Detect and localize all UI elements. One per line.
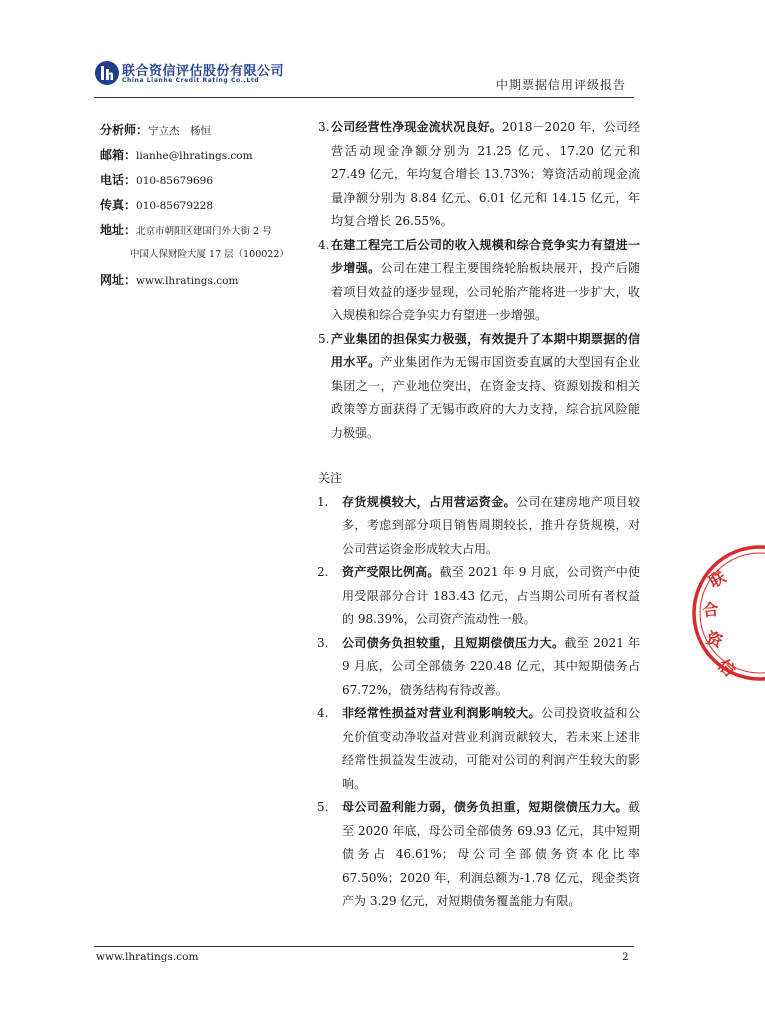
- strength-item-3: [318, 116, 640, 234]
- website-row: [100, 272, 305, 297]
- strength-title: 在建工程完工后公司的收入规模和综合竞争实力有望进一步增强。: [331, 237, 640, 275]
- contact-info: [100, 122, 305, 297]
- company-logo-icon: [94, 60, 120, 86]
- concern-item-4: [318, 702, 640, 796]
- concern-item-3: [318, 632, 640, 703]
- concern-body: 截至 2021 年 9 月底，公司资产中使用受限部分合计 183.43 亿元，占当期公司所有者权益的 98.39%，公司资产流动性一般。: [342, 565, 640, 626]
- concern-title: 资产受限比例高。: [342, 565, 440, 579]
- footer-divider: [94, 946, 634, 947]
- footer-website: www.lhratings.com: [96, 951, 199, 963]
- page-header: [94, 58, 634, 96]
- concerns-heading: 关注: [318, 471, 343, 485]
- strength-number: 5.: [318, 331, 330, 346]
- concern-number: 3.: [317, 635, 329, 650]
- concern-number: 5.: [317, 800, 329, 814]
- analyst-row: [100, 122, 305, 147]
- analyst-label: 分析师：: [100, 123, 149, 137]
- analyst-value: 宁立杰 杨恒: [148, 125, 212, 137]
- concern-title: 母公司盈利能力弱，债务负担重，短期偿债压力大。: [342, 800, 628, 814]
- fax-row: [100, 197, 305, 222]
- fax-value: 010-85679228: [136, 200, 214, 212]
- section-gap: [318, 445, 640, 467]
- strength-body: 2018－2020 年，公司经营活动现金净额分别为 21.25 亿元、17.20 亿元和 27.49 亿元，年均复合增长 13.73%；筹资活动前现金流量净额分别为 8.84 亿元、6.01 亿元和 14.15 亿元，年均复合增长 26.55%。: [331, 120, 640, 228]
- phone-value: 010-85679696: [136, 175, 214, 187]
- company-seal-stamp: [685, 538, 765, 688]
- website-label: 网址：: [100, 273, 137, 287]
- header-divider: [94, 97, 634, 98]
- strength-body: 公司在建工程主要围绕轮胎板块展开，投产后随着项目效益的逐步显现，公司轮胎产能将进一步扩大，收入规模和综合竞争实力有望进一步增强。: [331, 261, 640, 322]
- concern-item-1: [318, 491, 640, 562]
- concern-item-2: [318, 561, 640, 632]
- concern-title: 存货规模较大，占用营运资金。: [342, 494, 517, 509]
- concern-body: 公司在建房地产项目较多，考虑到部分项目销售周期较长，推升存货规模，对公司营运资金形成较大占用。: [342, 494, 640, 556]
- concern-number: 1.: [317, 494, 329, 509]
- svg-text:信: 信: [714, 655, 739, 681]
- strength-title: 公司经营性净现金流状况良好。: [331, 120, 503, 134]
- concern-number: 4.: [317, 706, 329, 720]
- email-label: 邮箱：: [100, 148, 137, 162]
- address-label: 地址：: [100, 223, 137, 237]
- strength-title: 产业集团的担保实力极强，有效提升了本期中期票据的信用水平。: [331, 331, 640, 369]
- address-line1: 北京市朝阳区建国门外大街 2 号: [136, 226, 272, 237]
- page-number: 2: [622, 951, 629, 963]
- strength-item-5: [318, 328, 640, 446]
- concern-body: 公司投资收益和公允价值变动净收益对营业利润贡献较大，若未来上述非经常性损益发生波动，可能对公司的利润产生较大的影响。: [342, 706, 640, 791]
- address-line2: 中国人保财险大厦 17 层（100022）: [130, 249, 289, 260]
- email-row: [100, 147, 305, 172]
- svg-text:合: 合: [701, 599, 720, 620]
- phone-label: 电话：: [100, 173, 137, 187]
- svg-text:联: 联: [705, 567, 729, 592]
- company-name-cn: 联合资信评估股份有限公司: [122, 64, 285, 79]
- fax-label: 传真：: [100, 198, 137, 212]
- rating-body: [318, 116, 640, 914]
- strength-number: 4.: [318, 237, 330, 252]
- strength-number: 3.: [318, 120, 330, 134]
- strength-body: 产业集团作为无锡市国资委直属的大型国有企业集团之一，产业地位突出，在资金支持、资源划拨和相关政策等方面获得了无锡市政府的大力支持，综合抗风险能力极强。: [331, 355, 640, 440]
- concern-title: 公司债务负担较重，且短期偿债压力大。: [342, 635, 565, 650]
- phone-row: [100, 172, 305, 197]
- concern-item-5: [318, 796, 640, 914]
- concern-body: 截至 2020 年底，母公司全部债务 69.93 亿元，其中短期债务占 46.61%；母公司全部债务资本化比率 67.50%；2020 年，利润总额为-1.78 亿元，现金类资产为 3.29 亿元，对短期债务覆盖能力有限。: [342, 800, 640, 908]
- svg-text:资: 资: [703, 627, 726, 652]
- email-value: lianhe@lhratings.com: [136, 150, 253, 162]
- address-row: [100, 222, 305, 247]
- concern-number: 2.: [317, 565, 329, 579]
- report-type: 中期票据信用评级报告: [495, 78, 626, 92]
- concern-title: 非经常性损益对营业利润影响较大。: [342, 706, 541, 720]
- strength-item-4: [318, 234, 640, 328]
- concern-body: 截至 2021 年 9 月底，公司全部债务 220.48 亿元，其中短期债务占 67.72%，债务结构有待改善。: [342, 635, 640, 697]
- website-value: www.lhratings.com: [136, 275, 239, 287]
- company-name-en: China Lianhe Credit Rating Co.,Ltd: [122, 77, 260, 84]
